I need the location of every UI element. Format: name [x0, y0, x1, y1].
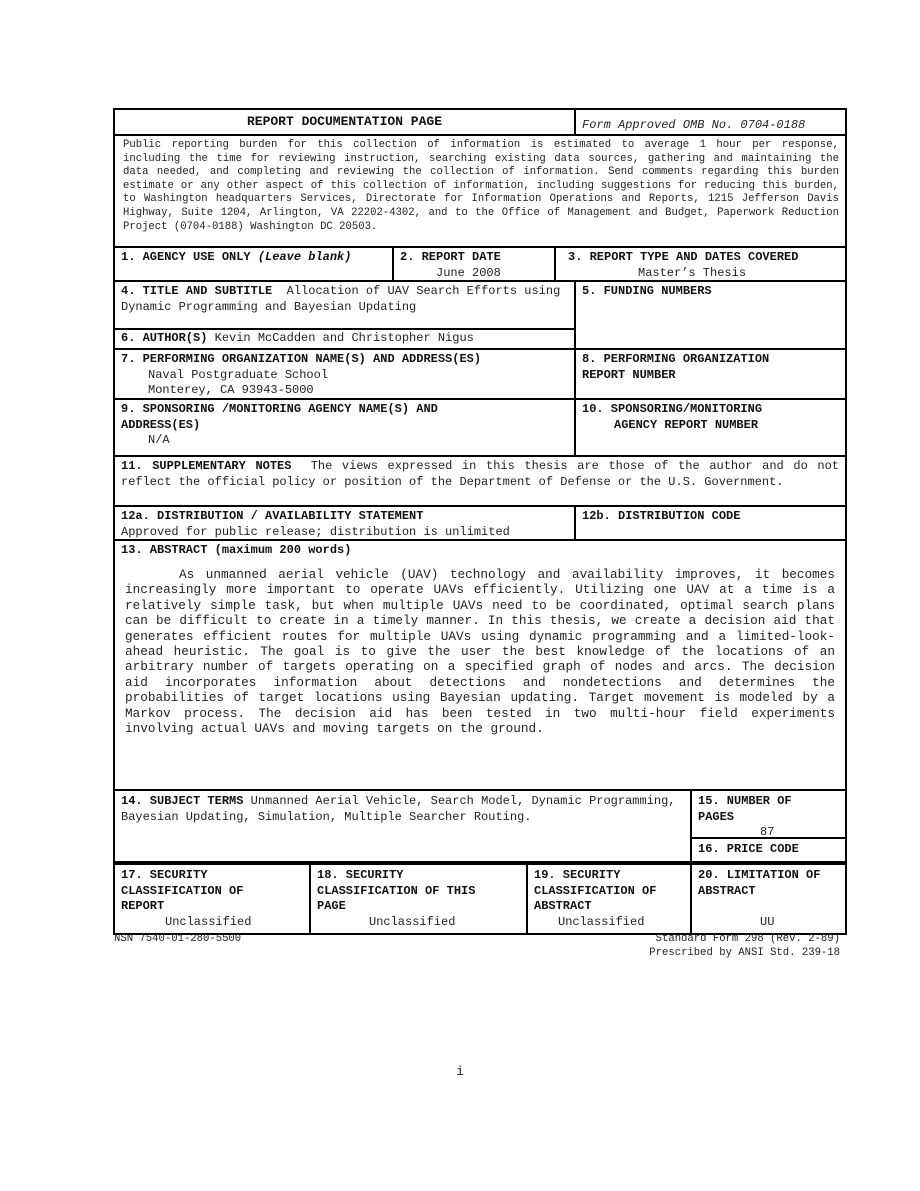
- subject-terms-value: Unmanned Aerial Vehicle, Search Model, Dynamic Programming, Bayesian Updating, Simulation, Multiple Searcher Routing.: [121, 794, 676, 824]
- report-date-value: June 2008: [436, 265, 501, 280]
- supplementary-notes-label: 11. SUPPLEMENTARY NOTES: [121, 459, 292, 473]
- field-subject-terms: [115, 791, 692, 861]
- field-distribution-statement: [115, 507, 576, 539]
- nsn-number: NSN 7540-01-280-5500: [114, 933, 242, 945]
- limitation-value: UU: [760, 914, 775, 929]
- field-security-abstract: [528, 865, 692, 933]
- authors-value: Kevin McCadden and Christopher Nigus: [214, 331, 474, 345]
- security-abstract-l1: 19. SECURITY: [534, 868, 621, 882]
- abstract-body-text: As unmanned aerial vehicle (UAV) technology and availability improves, it becomes increasingly more important to operate UAVs efficiently. Utilizing one UAV at a time is a relatively simple task, but when multiple UAVs need to be coordinated, optimal search plans can be difficult to create in a timely manner. In this thesis, we create a decision aid that generates efficient routes for multiple UAVs using dynamic programming and a limited-look-ahead heuristic. The goal is to give the user the best knowledge of the locations of an arbitrary number of targets operating on a specified graph of nodes and arcs. The decision aid incorporates information about detections and nondetections and determines the probabilities of target locations using Bayesian updating. Target movement is modeled by a Markov process. The decision aid has been tested in two multi-hour field experiments involving actual UAVs and moving targets on the ground.: [125, 567, 835, 737]
- security-page-value: Unclassified: [369, 914, 456, 929]
- report-documentation-form: [113, 108, 847, 935]
- security-report-l3: REPORT: [121, 899, 165, 913]
- price-code-label: 16. PRICE CODE: [698, 842, 799, 856]
- limitation-l1: 20. LIMITATION OF: [698, 868, 821, 882]
- field-report-type: [556, 248, 845, 280]
- field-agency-use: [115, 248, 394, 280]
- report-type-label: 3. REPORT TYPE AND DATES COVERED: [568, 250, 799, 264]
- title-value: Allocation of UAV Search Efforts using Dynamic Programming and Bayesian Updating: [121, 284, 561, 314]
- omb-number: Form Approved OMB No. 0704-0188: [582, 118, 806, 132]
- security-page-l2: CLASSIFICATION OF THIS: [317, 883, 476, 898]
- performing-org-line1: Naval Postgraduate School: [148, 367, 329, 382]
- field-funding-numbers: [576, 282, 845, 348]
- field-distribution-code: [576, 507, 845, 539]
- security-abstract-l3: ABSTRACT: [534, 899, 592, 913]
- number-of-pages-label1: 15. NUMBER OF: [698, 794, 792, 808]
- field-abstract: [115, 541, 845, 789]
- security-abstract-l2: CLASSIFICATION OF: [534, 883, 657, 898]
- standard-form-info: [649, 933, 840, 960]
- field-price-code: [692, 839, 845, 861]
- field-authors: [115, 330, 574, 348]
- field-performing-report-number: [576, 350, 845, 398]
- limitation-l2: ABSTRACT: [698, 883, 756, 898]
- sponsoring-report-label2: AGENCY REPORT NUMBER: [614, 417, 759, 432]
- performing-org-label: 7. PERFORMING ORGANIZATION NAME(S) AND ADDRESS(ES): [121, 352, 482, 366]
- form-title: REPORT DOCUMENTATION PAGE: [115, 110, 576, 134]
- abstract-label: 13. ABSTRACT (maximum 200 words): [121, 543, 352, 557]
- distribution-code-label: 12b. DISTRIBUTION CODE: [582, 509, 741, 523]
- subject-terms-label: 14. SUBJECT TERMS: [121, 794, 244, 808]
- page-number: i: [456, 1064, 464, 1079]
- security-report-value: Unclassified: [165, 914, 252, 929]
- security-abstract-value: Unclassified: [558, 914, 645, 929]
- sponsoring-agency-value: N/A: [148, 433, 170, 447]
- report-date-label: 2. REPORT DATE: [400, 250, 501, 264]
- title-label: 4. TITLE AND SUBTITLE: [121, 284, 273, 298]
- field-limitation-abstract: [692, 865, 845, 933]
- performing-report-label2: REPORT NUMBER: [582, 367, 676, 382]
- field-sponsoring-agency: [115, 400, 576, 455]
- sponsoring-agency-label1: 9. SPONSORING /MONITORING AGENCY NAME(S) AND: [121, 402, 438, 416]
- distribution-statement-value: Approved for public release; distribution is unlimited: [121, 524, 510, 539]
- field-performing-org: [115, 350, 576, 398]
- number-of-pages-label2: PAGES: [698, 809, 735, 824]
- field-number-of-pages: [692, 791, 845, 839]
- security-report-l2: CLASSIFICATION OF: [121, 883, 244, 898]
- agency-use-label: 1. AGENCY USE ONLY: [121, 250, 251, 264]
- performing-report-label1: 8. PERFORMING ORGANIZATION: [582, 352, 770, 366]
- funding-numbers-label: 5. FUNDING NUMBERS: [582, 284, 712, 298]
- sponsoring-agency-label2: ADDRESS(ES): [121, 417, 201, 432]
- field-security-report: [115, 865, 311, 933]
- sponsoring-report-label1: 10. SPONSORING/MONITORING: [582, 402, 763, 416]
- report-type-value: Master’s Thesis: [638, 265, 747, 280]
- performing-org-line2: Monterey, CA 93943-5000: [148, 383, 314, 397]
- security-report-l1: 17. SECURITY: [121, 868, 208, 882]
- security-page-l3: PAGE: [317, 899, 346, 913]
- field-supplementary-notes: [115, 457, 845, 505]
- field-report-date: [394, 248, 556, 280]
- security-page-l1: 18. SECURITY: [317, 868, 404, 882]
- distribution-statement-label: 12a. DISTRIBUTION / AVAILABILITY STATEMENT: [121, 509, 424, 523]
- standard-form-line1: Standard Form 298 (Rev. 2-89): [655, 933, 840, 945]
- abstract-text: [115, 567, 845, 736]
- authors-label: 6. AUTHOR(S): [121, 331, 208, 345]
- agency-use-note: (Leave blank): [257, 250, 352, 264]
- field-sponsoring-report-number: [576, 400, 845, 455]
- supplementary-notes-value: The views expressed in this thesis are those of the author and do not reflect the official policy or position of the Department of Defense or the U.S. Government.: [121, 459, 839, 489]
- field-security-page: [311, 865, 528, 933]
- standard-form-line2: Prescribed by ANSI Std. 239-18: [649, 946, 840, 959]
- field-title: [115, 282, 574, 330]
- burden-statement: Public reporting burden for this collection of information is estimated to average 1 hour per response, including the time for reviewing instruction, searching existing data sources, gathering and maintaining the data needed, and completing and reviewing the collection of information. Send comments regarding this burden estimate or any other aspect of this collection of information, including suggestions for reducing this burden, to Washington headquarters Services, Directorate for Information Operations and Reports, 1215 Jefferson Davis Highway, Suite 1204, Arlington, VA 22202-4302, and to the Office of Management and Budget, Paperwork Reduction Project (0704-0188) Washington DC 20503.: [123, 139, 839, 233]
- number-of-pages-value: 87: [760, 825, 775, 839]
